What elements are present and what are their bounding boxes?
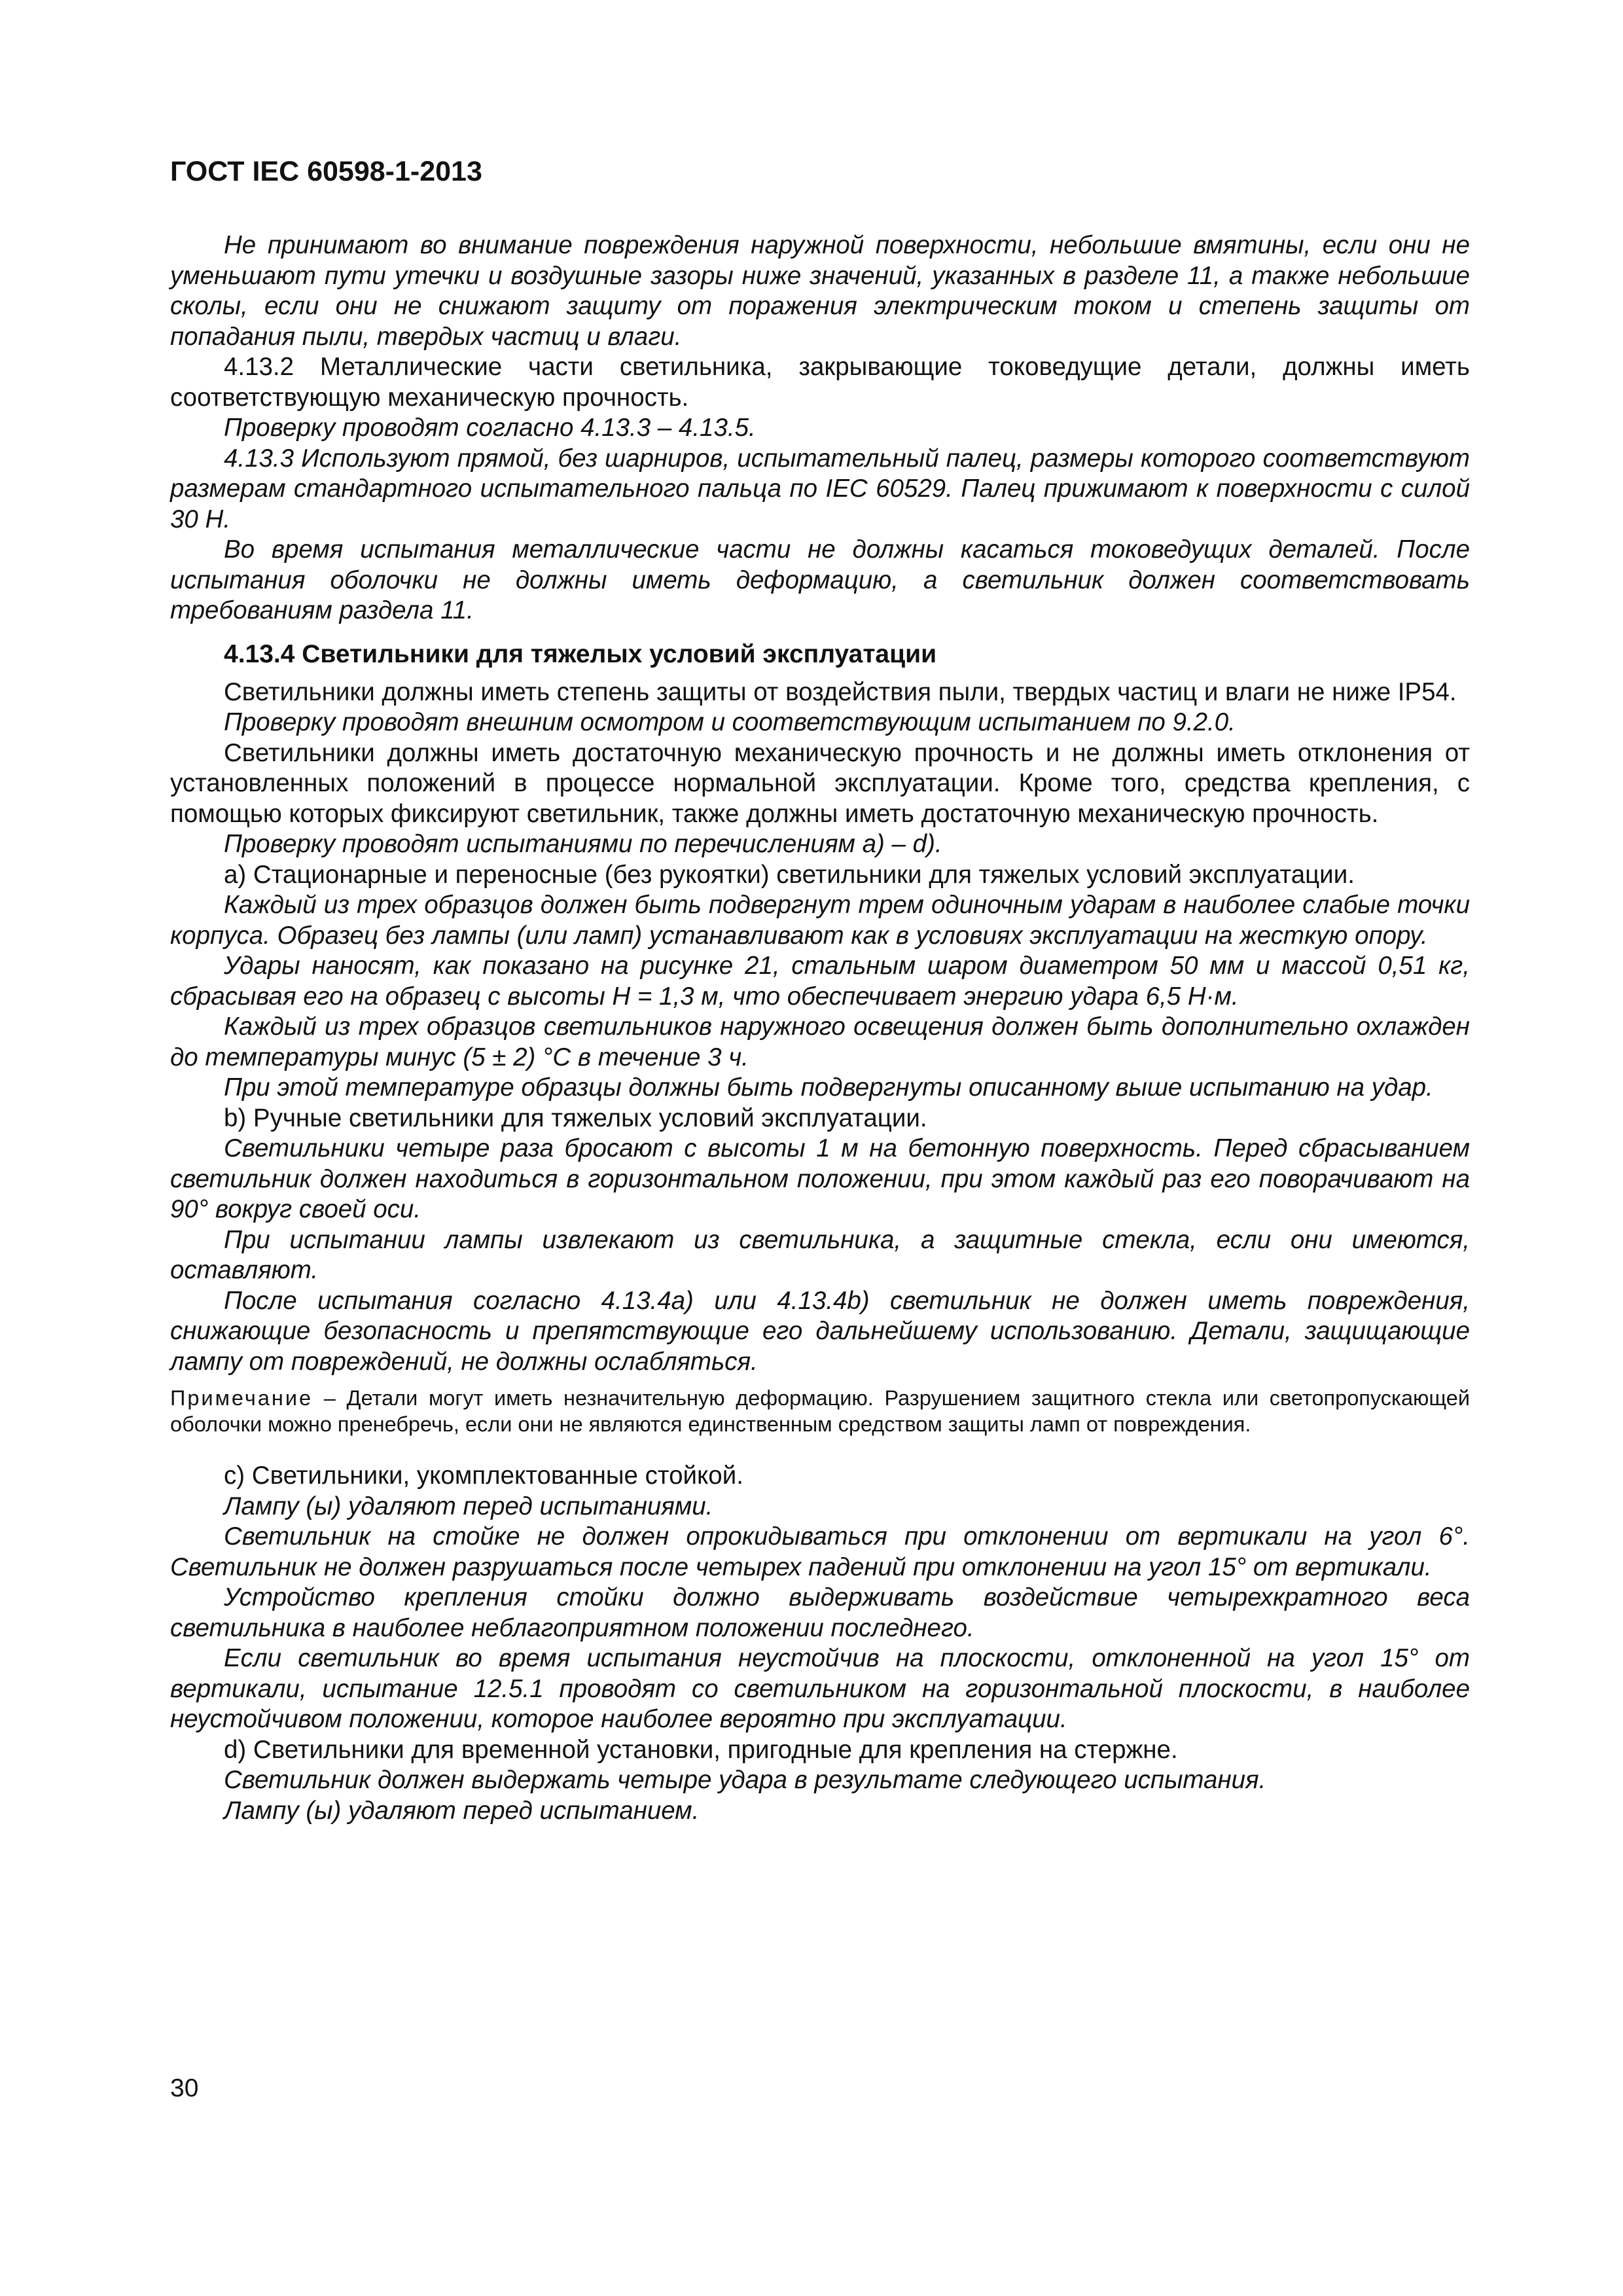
paragraph-mechanical-strength: Светильники должны иметь достаточную механическую прочность и не должны иметь отклонения от установленных положений в процессе нормальной эксплуатации. Кроме того, средства крепления, с помощью которых фиксируют светильник, также должны иметь достаточную механическую прочность. xyxy=(170,738,1470,828)
list-item-d: d) Светильники для временной установки, пригодные для крепления на стержне. xyxy=(224,1735,1178,1764)
paragraph-temperature-test: При этой температуре образцы должны быть подвергнуты описанному выше испытанию на удар. xyxy=(224,1073,1433,1102)
paragraph-unstable: Если светильник во время испытания неустойчив на плоскости, отклоненной на угол 15° от вертикали, испытание 12.5.1 проводят со светильником на горизонтальной плоскости, в наиболее неустойчивом положении, которое наиболее вероятно при эксплуатации. xyxy=(170,1644,1470,1733)
paragraph-damage-note: Не принимают во внимание повреждения наружной поверхности, небольшие вмятины, если они не уменьшают пути утечки и воздушные зазоры ниже значений, указанных в разделе 11, а также небольшие сколы, если они не снижают защиту от поражения электрическим током и степень защиты от попадания пыли, твердых частиц и влаги. xyxy=(170,231,1470,351)
paragraph-lamps-removed-c: Лампу (ы) удаляют перед испытаниями. xyxy=(224,1492,713,1520)
paragraph-lamps-removed: При испытании лампы извлекают из светильника, а защитные стекла, если они имеются, оставляют. xyxy=(170,1225,1470,1284)
paragraph-after-test: После испытания согласно 4.13.4a) или 4.13.4b) светильник не должен иметь повреждения, снижающие безопасность и препятствующие его дальнейшему использованию. Детали, защищающие лампу от повреждений, не должны ослабляться. xyxy=(170,1286,1470,1376)
paragraph-tilt-test: Светильник на стойке не должен опрокидываться при отклонении от вертикали на угол 6°. Светильник не должен разрушаться после четырех падений при отклонении на угол 15° от вертикали. xyxy=(170,1522,1470,1581)
paragraph-check-a-d: Проверку проводят испытаниями по перечислениям a) – d). xyxy=(224,830,942,858)
paragraph-4-13-3: 4.13.3 Используют прямой, без шарниров, испытательный палец, размеры которого соответствуют размерам стандартного испытательного пальца по IEC 60529. Палец прижимают к поверхности с силой 30 Н. xyxy=(170,444,1470,533)
note-text: – Детали могут иметь незначительную деформацию. Разрушением защитного стекла или светопропускающей оболочки можно пренебречь, если они не являются единственным средством защиты ламп от повреждения. xyxy=(170,1386,1470,1436)
paragraph-check-4-13-3: Проверку проводят согласно 4.13.3 – 4.13.5. xyxy=(224,414,756,442)
page-number: 30 xyxy=(170,2074,199,2102)
note-label: Примечание xyxy=(170,1386,313,1410)
paragraph-mount-strength: Устройство крепления стойки должно выдерживать воздействие четырехкратного веса светильника в наиболее неблагоприятном положении последнего. xyxy=(170,1583,1470,1642)
paragraph-during-test: Во время испытания металлические части не должны касаться токоведущих деталей. После испытания оболочки не должны иметь деформацию, а светильник должен соответствовать требованиям раздела 11. xyxy=(170,535,1470,624)
list-item-a: a) Стационарные и переносные (без рукоятки) светильники для тяжелых условий эксплуатации. xyxy=(224,860,1355,889)
list-item-c: c) Светильники, укомплектованные стойкой. xyxy=(224,1462,743,1490)
paragraph-impacts: Удары наносят, как показано на рисунке 21, стальным шаром диаметром 50 мм и массой 0,51 кг, сбрасывая его на образец с высоты Н = 1,3 м, что обеспечивает энергию удара 6,5 Н·м. xyxy=(170,952,1470,1011)
section-heading-4-13-4: 4.13.4 Светильники для тяжелых условий эксплуатации xyxy=(224,639,937,668)
paragraph-outdoor-cooling: Каждый из трех образцов светильников наружного освещения должен быть дополнительно охлажден до температуры минус (5 ± 2) °С в течение 3 ч. xyxy=(170,1013,1470,1071)
paragraph-ip54: Светильники должны иметь степень защиты от воздействия пыли, твердых частиц и влаги не ниже IP54. xyxy=(224,677,1457,706)
paragraph-three-samples: Каждый из трех образцов должен быть подвергнут трем одиночным ударам в наиболее слабые точки корпуса. Образец без лампы (или ламп) устанавливают как в условиях эксплуатации на жесткую опору. xyxy=(170,891,1470,950)
paragraph-check-9-2-0: Проверку проводят внешним осмотром и соответствующим испытанием по 9.2.0. xyxy=(224,708,1236,736)
list-item-b: b) Ручные светильники для тяжелых условий эксплуатации. xyxy=(224,1103,927,1132)
paragraph-four-impacts: Светильник должен выдержать четыре удара в результате следующего испытания. xyxy=(224,1766,1266,1794)
standard-header: ГОСТ IEC 60598-1-2013 xyxy=(170,156,482,187)
note xyxy=(170,1385,1470,1437)
paragraph-lamps-removed-d: Лампу (ы) удаляют перед испытанием. xyxy=(224,1796,700,1825)
paragraph-4-13-2: 4.13.2 Металлические части светильника, закрывающие токоведущие детали, должны иметь соответствующую механическую прочность. xyxy=(170,353,1470,412)
paragraph-drop-test: Светильники четыре раза бросают с высоты 1 м на бетонную поверхность. Перед сбрасыванием светильник должен находиться в горизонтальном положении, при этом каждый раз его поворачивают на 90° вокруг своей оси. xyxy=(170,1134,1470,1223)
